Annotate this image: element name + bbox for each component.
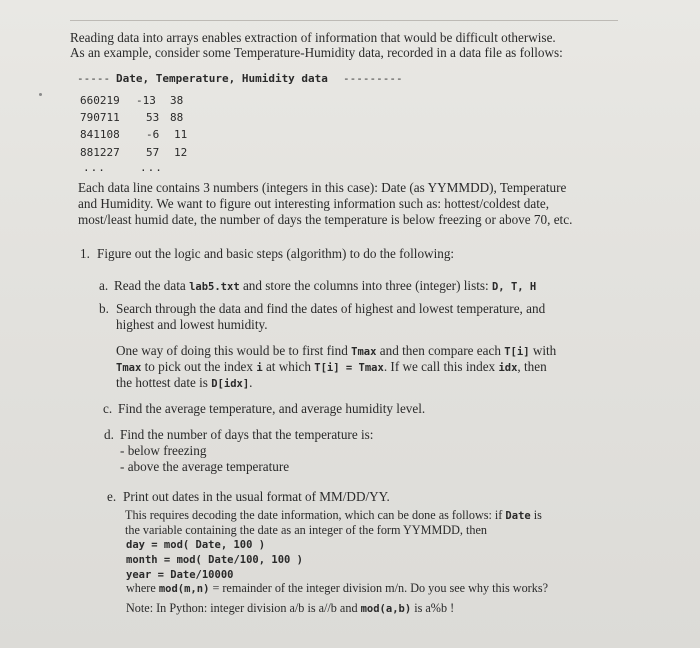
item-e-code-year: year = Date/10000 xyxy=(126,569,234,581)
item-e-code-day: day = mod( Date, 100 ) xyxy=(126,539,266,551)
item-d-text: Find the number of days that the temperature is: xyxy=(120,427,374,442)
data-temp: 53 xyxy=(146,111,160,124)
item-a-label: a. xyxy=(99,278,109,293)
item-e-line-7: where mod(m,n) = remainder of the integer division m/n. Do you see why this works? xyxy=(126,581,548,595)
item-e-text: Print out dates in the usual format of MM/DD/YY. xyxy=(123,489,390,504)
item-e-line-2: This requires decoding the date information, which can be done as follows: if Date is xyxy=(125,508,542,522)
item-b-line-5: the hottest date is D[idx]. xyxy=(116,375,253,390)
data-humidity: 12 xyxy=(174,146,188,159)
data-humidity: 88 xyxy=(170,111,184,124)
task-number: 1. xyxy=(80,246,90,261)
item-b-line-4: Tmax to pick out the index i at which T[i] = Tmax. If we call this index idx, then xyxy=(116,359,547,374)
task-text: Figure out the logic and basic steps (algorithm) to do the following: xyxy=(97,246,455,261)
data-header-prefix: ----- xyxy=(77,72,111,85)
item-d-sub-1: - below freezing xyxy=(120,443,207,458)
data-temp: -13 xyxy=(136,94,156,107)
item-d-label: d. xyxy=(104,427,114,442)
data-header: Date, Temperature, Humidity data xyxy=(116,72,328,85)
description-line-1: Each data line contains 3 numbers (integers in this case): Date (as YYMMDD), Temperature xyxy=(78,180,567,195)
item-a-text: Read the data lab5.txt and store the columns into three (integer) lists: D, T, H xyxy=(114,278,537,293)
item-e-note: Note: In Python: integer division a/b is a//b and mod(a,b) is a%b ! xyxy=(126,601,455,615)
data-date: 841108 xyxy=(80,128,120,141)
data-humidity: 11 xyxy=(174,128,188,141)
description-line-3: most/least humid date, the number of days the temperature is below freezing or above 70, etc. xyxy=(78,212,573,227)
margin-dot xyxy=(39,93,42,96)
data-date: 660219 xyxy=(80,94,120,107)
item-b-label: b. xyxy=(99,301,109,316)
top-rule xyxy=(70,20,618,21)
data-ellipsis: ... xyxy=(140,161,163,174)
item-e-label: e. xyxy=(107,489,117,504)
item-b-line-2: highest and lowest humidity. xyxy=(116,317,268,332)
data-temp: -6 xyxy=(146,128,160,141)
description-line-2: and Humidity. We want to figure out interesting information such as: hottest/coldest date, xyxy=(78,196,550,211)
data-date: 881227 xyxy=(80,146,120,159)
data-temp: 57 xyxy=(146,146,160,159)
item-c-text: Find the average temperature, and average humidity level. xyxy=(118,401,426,416)
intro-line-2: As an example, consider some Temperature-Humidity data, recorded in a data file as follows: xyxy=(70,45,563,60)
item-b-line-1: Search through the data and find the dates of highest and lowest temperature, and xyxy=(116,301,546,316)
data-header-suffix: --------- xyxy=(343,72,403,85)
item-e-line-3: the variable containing the date as an integer of the form YYMMDD, then xyxy=(125,523,488,537)
item-b-line-3: One way of doing this would be to first find Tmax and then compare each T[i] with xyxy=(116,343,557,358)
item-d-sub-2: - above the average temperature xyxy=(120,459,290,474)
intro-line-1: Reading data into arrays enables extraction of information that would be difficult otherwise. xyxy=(70,30,556,45)
data-ellipsis: ... xyxy=(83,161,106,174)
item-c-label: c. xyxy=(103,401,113,416)
item-e-code-month: month = mod( Date/100, 100 ) xyxy=(126,554,304,566)
data-humidity: 38 xyxy=(170,94,184,107)
data-date: 790711 xyxy=(80,111,120,124)
